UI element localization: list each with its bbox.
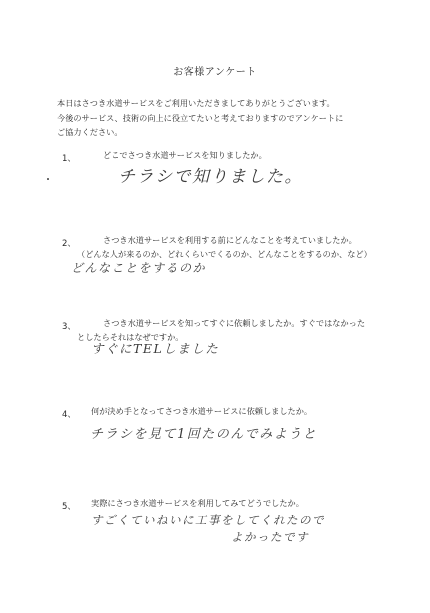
question-1-number: 1、 — [62, 154, 76, 164]
question-line: どこでさつき水道サービスを知りましたか。 — [103, 150, 267, 160]
question-3-answer — [91, 339, 219, 357]
question-3-number: 3、 — [62, 322, 76, 332]
answer-line: すぐにTELしました — [91, 341, 220, 356]
question-1-answer — [118, 162, 303, 187]
answer-line: よかったです — [231, 530, 309, 544]
answer-line: チラシで知りました。 — [118, 167, 303, 187]
answer-line: どんなことをするのか — [71, 261, 207, 275]
answer-line: すごくていねいに工事をしてくれたので — [91, 513, 325, 527]
question-line: 実際にさつき水道サービスを利用してみてどうでしたか。 — [91, 498, 304, 508]
intro-line: 本日はさつき水道サービスをご利用いただきましてありがとうございます。 — [57, 98, 335, 108]
question-4-answer — [90, 423, 317, 442]
question-2-text — [77, 234, 372, 261]
question-5-answer — [91, 512, 325, 546]
intro-text — [57, 96, 387, 140]
question-4-text — [91, 405, 312, 419]
question-5-text — [91, 497, 304, 511]
question-5-number: 5、 — [62, 502, 76, 512]
question-line: としたらそれはなぜですか。 — [77, 331, 184, 342]
question-2-number: 2、 — [62, 239, 76, 249]
answer-line: チラシを見て1回たのんでみようと — [90, 427, 318, 442]
question-1-text — [103, 149, 267, 163]
question-4-number: 4、 — [62, 410, 76, 420]
question-line: （どんな人が来るのか、どれくらいでくるのか、どんなことをするのか、など） — [77, 248, 372, 259]
question-line: さつき水道サービスを知ってすぐに依頼しましたか。すぐではなかった — [103, 318, 366, 328]
stray-mark — [47, 178, 49, 180]
question-2-answer — [71, 259, 206, 276]
intro-line: ご協力ください。 — [57, 127, 123, 137]
question-line: 何が決め手となってさつき水道サービスに依頼しましたか。 — [91, 406, 313, 416]
question-line: さつき水道サービスを利用する前にどんなことを考えていましたか。 — [103, 235, 357, 245]
page-title: お客様アンケート — [173, 67, 257, 78]
intro-line: 今後のサービス、技術の向上に役立てたいと考えておりますのでアンケートに — [57, 112, 344, 123]
